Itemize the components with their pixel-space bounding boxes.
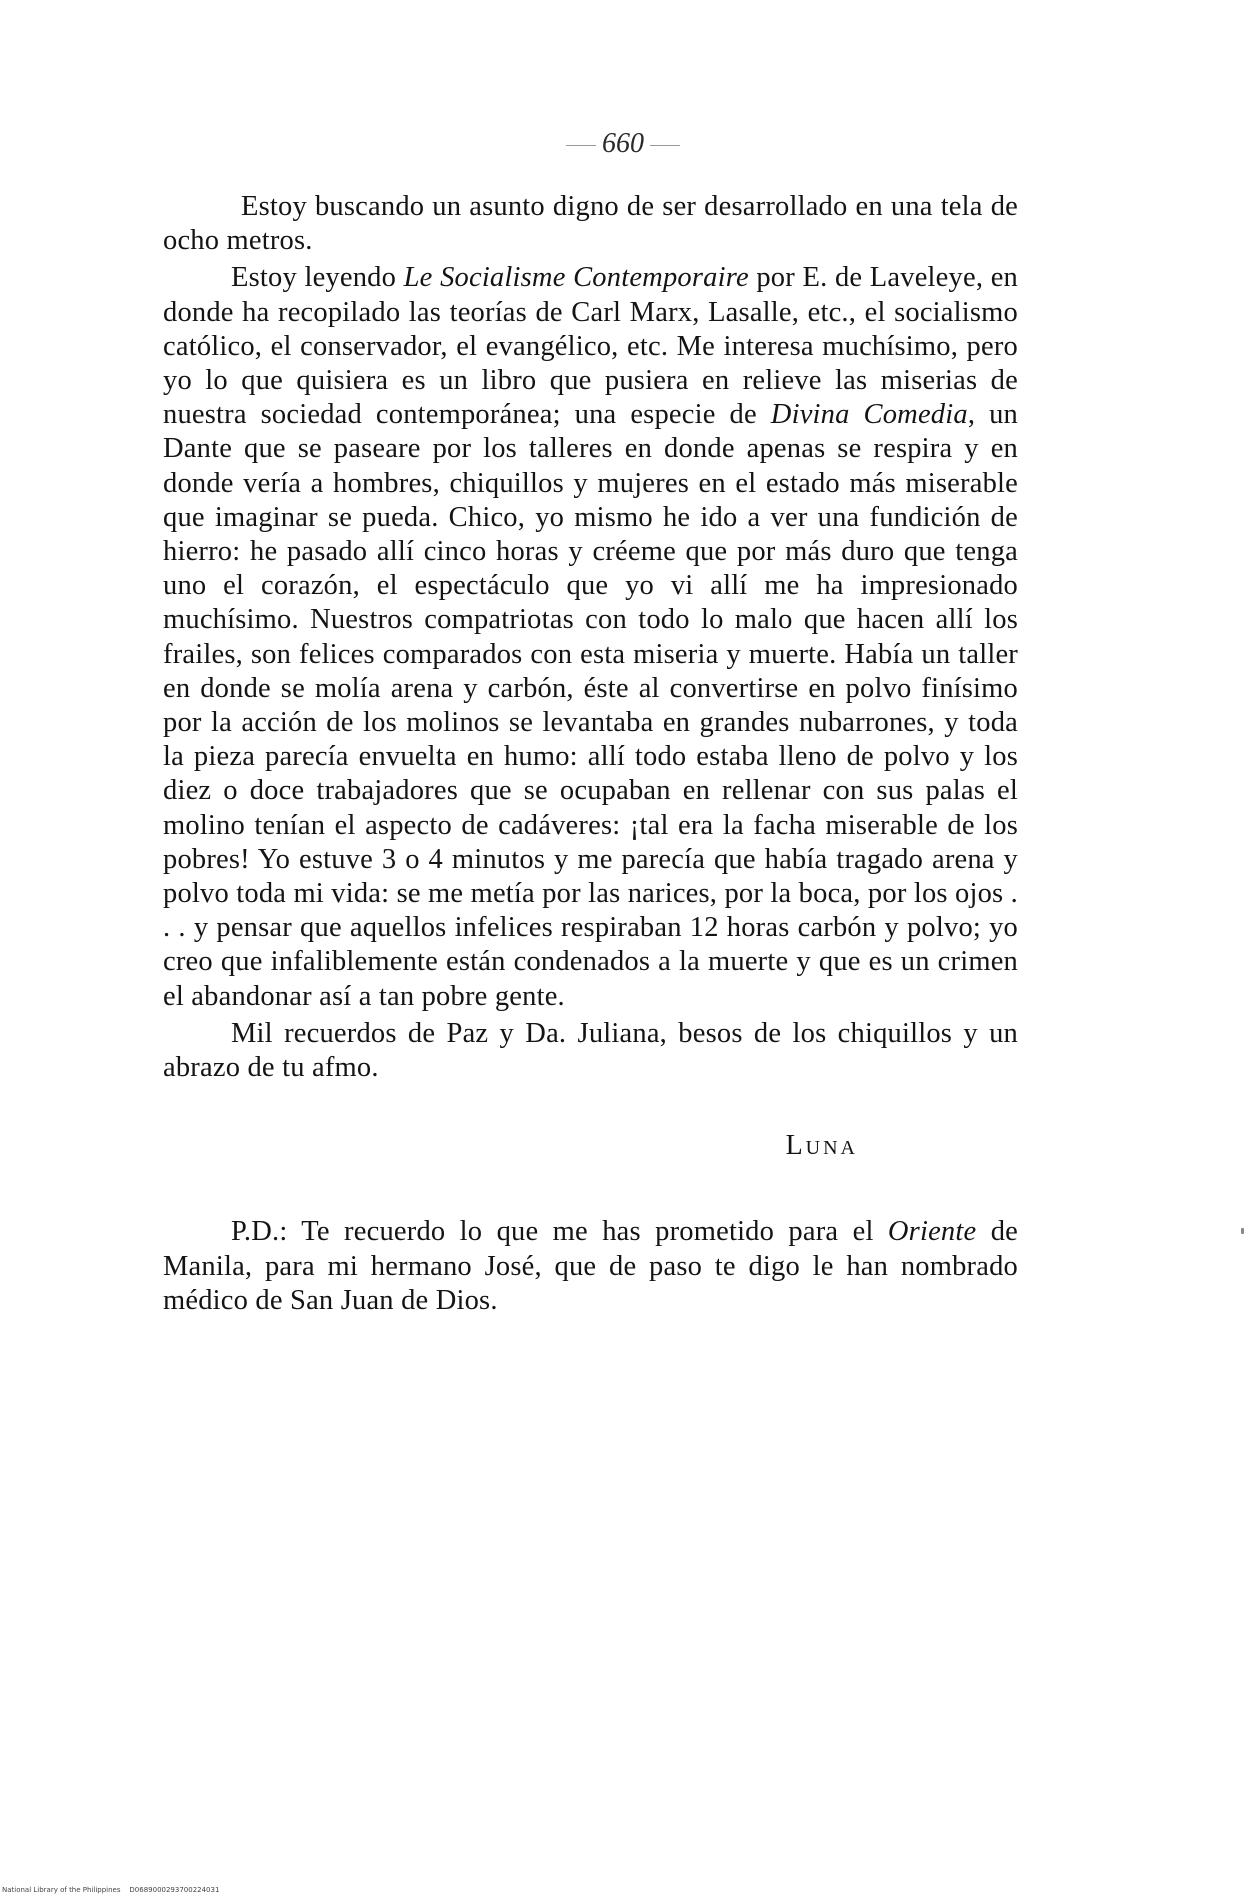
text-run: por E. de Laveleye, en donde ha recopilado las teorías de Carl Marx, Lasalle, etc., el socialismo católico, el conservador, el evangélico, etc. Me interesa muchísimo, pero yo lo que quisiera es un libro que pusiera en relieve las miserias de nuestra sociedad contemporánea; una especie de <box>163 262 1018 431</box>
page-number-dash-left <box>566 145 596 146</box>
italic-title: Le Socialisme Contemporaire <box>403 262 749 294</box>
scan-edge-mark <box>1241 1228 1244 1234</box>
text-run: de Manila, para mi hermano José, que de paso te digo le han nombrado médico de San Juan de Dios. <box>163 1216 1018 1316</box>
text-run: Mil recuerdos de Paz y Da. Juliana, besos de los chiquillos y un abrazo de tu afmo. <box>163 1017 1018 1084</box>
page-number-text: 660 <box>602 128 644 159</box>
text-run: P.D.: Te recuerdo lo que me has prometido para el <box>231 1216 888 1248</box>
signature: Luna <box>785 1130 858 1162</box>
footer-credit: National Library of the Philippines <box>2 1886 121 1894</box>
scan-footer <box>2 1886 219 1894</box>
text-run: , un Dante que se paseare por los talleres en donde apenas se respira y en donde vería a hombres, chiquillos y mujeres en el estado más miserable que imaginar se pueda. Chico, yo mismo he ido a ver una fundición de hierro: he pasado allí cinco horas y créeme que por más duro que tenga uno el corazón, el espectáculo que yo vi allí me ha impresionado muchísimo. Nuestros compatriotas con todo lo malo que hacen allí los frailes, son felices comparados con esta miseria y muerte. Había un taller en donde se molía arena y carbón, éste al convertirse en polvo finísimo por la acción de los molinos se levantaba en grandes nubarrones, y toda la pieza parecía envuelta en humo: allí todo estaba lleno de polvo y los diez o doce trabajadores que se ocupaban en rellenar con sus palas el molino tenían el aspecto de cadáveres: ¡tal era la facha miserable de los pobres! Yo estuve 3 o 4 minutos y me parecía que había tragado arena y polvo toda mi vida: se me metía por las narices, por la boca, por los ojos . . . y pensar que aquellos infelices respiraban 12 horas carbón y polvo; yo creo que infaliblemente están condenados a la muerte y que es un crimen el abandonar así a tan pobre gente. <box>163 399 1018 1012</box>
paragraph-main <box>163 261 1018 1013</box>
footer-code: D0689000293700224031 <box>129 1886 220 1894</box>
text-run: Estoy buscando un asunto digno de ser desarrollado en una tela de ocho metros. <box>163 191 1018 257</box>
italic-title: Divina Comedia <box>770 399 968 431</box>
letter-body <box>163 190 1018 1318</box>
postscript <box>163 1215 1018 1318</box>
paragraph-intro <box>163 190 1018 258</box>
page-number-dash-right <box>650 145 680 146</box>
paragraph-closing <box>163 1017 1018 1085</box>
page-number <box>0 128 1246 160</box>
italic-title: Oriente <box>887 1216 977 1248</box>
text-run: Estoy leyendo <box>231 262 404 294</box>
